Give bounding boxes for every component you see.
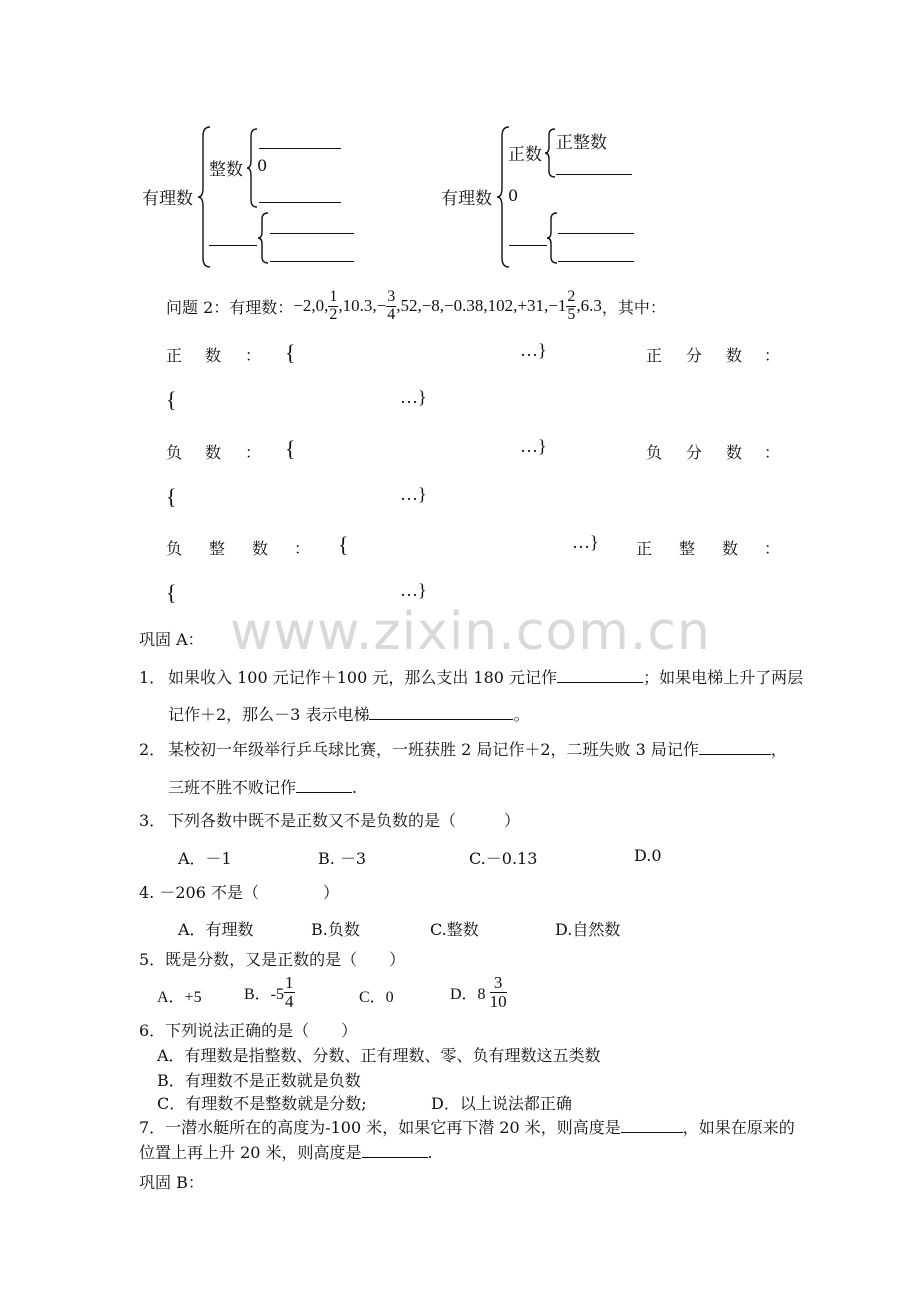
q1-text-b: ；如果电梯上升了两层 xyxy=(643,668,804,687)
set-positive-c1: 正 xyxy=(166,346,183,365)
q2-text-d: . xyxy=(352,778,358,797)
q3-option-c: C.－0.13 xyxy=(469,849,538,868)
q5-text: 5．既是分数，又是正数的是（ ） xyxy=(139,950,406,969)
problem2-numbers-c: ,52,−8,−0.38,102,+31,−1 xyxy=(396,296,567,315)
diagram-right-zero: 0 xyxy=(508,186,519,205)
blank-positive-fraction xyxy=(270,233,354,234)
set-nint-close: …} xyxy=(572,532,599,552)
set-pint-c3: 数 xyxy=(722,539,739,558)
section-b-title: 巩固 B： xyxy=(139,1173,204,1192)
blank-fraction-label xyxy=(209,245,257,246)
frac1-den: 2 xyxy=(329,305,338,323)
diagram-left-fraction-brace xyxy=(258,212,270,264)
diagram-left-root: 有理数 xyxy=(142,189,193,209)
set-nfrac-colon: ： xyxy=(764,443,781,462)
q5-option-d xyxy=(450,970,507,1014)
blank-negative-label xyxy=(509,245,547,246)
q6-option-a: A．有理数是指整数、分数、正有理数、零、负有理数这五类数 xyxy=(157,1046,601,1065)
set-pfrac-c3: 数 xyxy=(726,346,743,365)
q3-option-a: A．－1 xyxy=(178,849,232,868)
problem2-line xyxy=(166,286,666,326)
q5-b-prefix: B．-5 xyxy=(244,985,285,1003)
q7-line2 xyxy=(139,1140,433,1163)
set-negative-colon: ： xyxy=(245,443,262,462)
q4-option-b: B.负数 xyxy=(311,920,360,939)
q2-text-b: ， xyxy=(770,740,787,759)
set-nint-c2: 整 xyxy=(209,539,226,558)
diagram-left-zero: 0 xyxy=(257,156,268,175)
set-pint-colon: ： xyxy=(764,539,781,558)
q5-b-den: 4 xyxy=(285,991,294,1011)
frac1-num: 1 xyxy=(329,287,338,305)
q5-option-b xyxy=(244,970,295,1014)
q1-text-d: 。 xyxy=(513,705,530,724)
problem2-label: 问题 2：有理数： xyxy=(166,297,294,317)
diagram-left-outer-brace xyxy=(198,126,212,268)
section-a-title: 巩固 A： xyxy=(139,630,204,649)
blank-negative-integer-right xyxy=(558,233,634,234)
q2-text-c: 三班不胜不败记作 xyxy=(168,778,297,797)
set-pfrac-colon: ： xyxy=(764,346,781,365)
q3-option-d: D.0 xyxy=(634,846,662,865)
set-pfrac-c2: 分 xyxy=(686,346,703,365)
q5-option-c: C．0 xyxy=(359,989,394,1006)
q5-option-a: A．+5 xyxy=(157,989,202,1006)
q4-option-d: D.自然数 xyxy=(555,920,621,939)
watermark: www.zixin.com.cn xyxy=(230,602,711,662)
q3-option-b: B. －3 xyxy=(318,849,367,868)
q1-blank-2 xyxy=(369,705,513,720)
blank-negative-fraction-right xyxy=(558,261,634,262)
problem2-suffix: ，其中： xyxy=(601,297,666,317)
set-negative-c1: 负 xyxy=(166,443,183,462)
problem2-frac2 xyxy=(386,289,396,324)
set-positive-c2: 数 xyxy=(205,346,222,365)
set-positive-colon: ： xyxy=(245,346,262,365)
frac3-den: 5 xyxy=(567,305,576,323)
set-positive-open: { xyxy=(285,340,296,365)
set-positive-close: …} xyxy=(520,340,547,360)
q1-blank-1 xyxy=(557,668,643,683)
q2-line2 xyxy=(168,775,357,798)
diagram-right-root: 有理数 xyxy=(441,189,492,209)
diagram-right-positive: 正数 xyxy=(508,145,542,165)
set-pfrac-open: { xyxy=(166,387,177,412)
blank-negative-fraction xyxy=(270,261,354,262)
problem2-numbers-d: ,6.3 xyxy=(576,296,602,315)
set-nfrac-c3: 数 xyxy=(726,443,743,462)
q1-text-a: 如果收入 100 元记作＋100 元，那么支出 180 元记作 xyxy=(168,668,558,687)
diagram-right-positive-integer: 正整数 xyxy=(556,133,607,153)
q5-d-frac xyxy=(490,974,507,1011)
q4-text: 4. －206 不是（ ） xyxy=(139,883,339,902)
q2-line1 xyxy=(168,737,787,760)
q7-text-b: ，如果在原来的 xyxy=(682,1118,795,1137)
q1-text-c: 记作＋2，那么－3 表示电梯 xyxy=(168,705,370,724)
problem2-numbers-a: −2,0, xyxy=(293,296,329,315)
set-pfrac-c1: 正 xyxy=(646,346,663,365)
diagram-left-integer: 整数 xyxy=(209,160,243,180)
q7-text-d: . xyxy=(427,1143,433,1162)
q2-text-a: 某校初一年级举行乒乓球比赛，一班获胜 2 局记作＋2，二班失败 3 局记作 xyxy=(168,740,699,759)
set-nfrac-open: { xyxy=(166,484,177,509)
q1-number: 1． xyxy=(139,668,166,687)
q5-b-num: 1 xyxy=(285,972,294,992)
blank-positive-fraction-right xyxy=(556,174,632,175)
problem2-frac3 xyxy=(566,289,576,324)
set-nint-colon: ： xyxy=(294,539,311,558)
q5-b-frac xyxy=(284,974,295,1011)
q7-line1 xyxy=(139,1115,795,1138)
set-negative-open: { xyxy=(285,436,296,461)
blank-negative-integer xyxy=(259,202,341,203)
set-nfrac-c1: 负 xyxy=(646,443,663,462)
q6-option-d: D．以上说法都正确 xyxy=(431,1094,572,1113)
q2-blank-2 xyxy=(296,778,352,793)
set-negative-c2: 数 xyxy=(205,443,222,462)
set-nint-c3: 数 xyxy=(252,539,269,558)
blank-positive-integer xyxy=(259,148,341,149)
set-pint-open: { xyxy=(166,580,177,605)
q3-text: 下列各数中既不是正数又不是负数的是（ ） xyxy=(168,811,521,830)
set-pint-c2: 整 xyxy=(679,539,696,558)
frac2-num: 3 xyxy=(387,287,396,305)
q7-blank-1 xyxy=(621,1118,683,1133)
problem2-numbers-b: ,10.3,− xyxy=(338,296,387,315)
q7-blank-2 xyxy=(362,1143,428,1158)
set-pint-c1: 正 xyxy=(636,539,653,558)
set-pfrac-close: …} xyxy=(400,387,427,407)
frac3-num: 2 xyxy=(567,287,576,305)
q2-number: 2． xyxy=(139,740,166,759)
q3-number: 3． xyxy=(139,811,166,830)
problem2-frac1 xyxy=(328,289,338,324)
q5-d-prefix: D．8 xyxy=(450,985,486,1003)
q4-option-a: A．有理数 xyxy=(178,920,254,939)
q4-option-c: C.整数 xyxy=(430,920,479,939)
q2-blank-1 xyxy=(699,740,771,755)
set-pint-close: …} xyxy=(400,580,427,600)
set-nint-open: { xyxy=(338,532,349,557)
set-nfrac-c2: 分 xyxy=(686,443,703,462)
q5-d-num: 3 xyxy=(490,974,507,993)
set-negative-close: …} xyxy=(520,436,547,456)
q1-line2 xyxy=(168,702,529,725)
q1-line1 xyxy=(168,665,803,688)
set-nfrac-close: …} xyxy=(400,484,427,504)
q5-d-den: 10 xyxy=(489,991,507,1011)
q7-text-c: 位置上再上升 20 米，则高度是 xyxy=(139,1143,362,1162)
q6-option-b: B．有理数不是正数就是负数 xyxy=(157,1071,361,1090)
diagram-right-negative-brace xyxy=(547,212,559,264)
frac2-den: 4 xyxy=(387,305,396,323)
q6-text: 6．下列说法正确的是（ ） xyxy=(139,1021,358,1040)
set-nint-c1: 负 xyxy=(166,539,183,558)
q7-text-a: 7．一潜水艇所在的高度为-100 米，如果它再下潜 20 米，则高度是 xyxy=(139,1118,621,1137)
q6-option-c: C．有理数不是整数就是分数; xyxy=(157,1094,367,1113)
